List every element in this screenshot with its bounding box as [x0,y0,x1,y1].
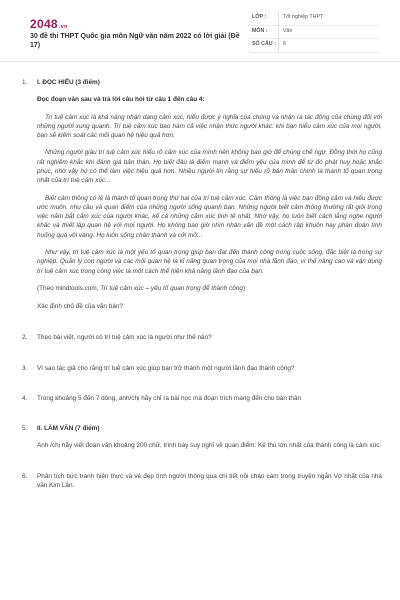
question-number: 1. [22,79,28,86]
reading-instruction: Đọc đoạn văn sau và trả lời câu hỏi từ câu 1 đến câu 4: [37,96,205,104]
question-number: 6. [22,472,28,480]
question-text: Phân tích bức tranh hiện thực và vẻ đẹp tình người thông qua chi tiết nồi cháo cám trong truyện ngắn Vợ nhặt của nhà văn Kim Lân. [37,472,382,490]
question-text: Theo bài viết, người có trí tuệ cảm xúc là người như thế nào? [37,334,212,342]
passage-source: (Theo mindtools.com, Trí tuệ cảm xúc – yếu tố quan trọng để thành công) [37,284,246,292]
question-3 [22,364,382,373]
section-heading: I. ĐỌC HIỂU (3 điểm) [37,79,100,86]
question-5 [22,424,382,451]
meta-value: 6 [278,39,380,52]
meta-row-question-count [250,39,380,53]
passage-paragraph: Biết cảm thông có lẽ là thành tố quan trọng thứ hai của trí tuệ cảm xúc. Cảm thông là việc bạn đồng cảm và hiểu được ước muốn, nhu cầu và quan điểm của những người sống quanh bạn. Những người biết cảm thông thường rất giỏi trong việc nắm bắt cảm xúc của người khác, kể cả những cảm xúc tinh tế nhất. Nhờ vậy, họ luôn biết cách lắng nghe người khác và thiết lập quan hệ với mọi người. Họ không bao giờ nhìn nhận vấn đề một cách rập khuôn hay phán đoán tình huống quá vội vàng. Họ luôn sống chân thành và cởi mở... [37,194,382,239]
document-header [0,0,400,62]
question-text: Xác định chủ đề của văn bản? [37,303,123,311]
passage-paragraph: Như vậy, trí tuệ cảm xúc là một yếu tố quan trọng giúp bạn đạt đến thành công trong cuộc sống, đặc biệt là trong sự nghiệp. Quản lý con người và các mối quan hệ là kĩ năng quan trọng của mọi nhà lãnh đạo, vì thế nâng cao và vận dụng trí tuệ cảm xúc trong công việc là một cách thể hiện khả năng lãnh đạo của bạn. [37,248,382,275]
meta-row-subject [250,26,380,40]
question-text: Vì sao tác giả cho rằng trí tuệ cảm xúc giúp bạn trở thành một người lãnh đạo thành công? [37,364,295,372]
question-number: 3. [22,364,28,372]
question-text: Trong khoảng 5 đến 7 dòng, anh/chị hãy chỉ ra bài học mà đoạn trích mang đến cho bản thân [37,394,302,402]
question-6 [22,472,382,491]
question-number: 5. [22,425,28,433]
meta-table [250,12,380,53]
passage-paragraph: Trí tuệ cảm xúc là khả năng nhận dạng cảm xúc, hiểu được ý nghĩa của chúng và nhận ra tác động của chúng đối với những người xung quanh. Trí tuệ cảm xúc bao hàm cả việc nhận thức người khác: khi bạn hiểu cảm xúc của mọi người, bạn sẽ kiểm soát các mối quan hệ hiệu quả hơn. [37,113,382,140]
question-2 [22,333,382,342]
page-title: 30 đề thi THPT Quốc gia môn Ngữ văn năm 2022 có lời giải (Đề 17) [30,33,240,50]
meta-row-grade [250,12,380,26]
exam-content [22,78,382,490]
meta-value: Văn [278,26,380,39]
meta-label: LỚP : [252,14,267,21]
meta-label: SỐ CÂU : [252,41,276,48]
site-logo[interactable]: 2048.vn [30,17,68,31]
passage-paragraph: Những người giàu trí tuệ cảm xúc hiểu rõ cảm xúc của mình nên không bao giờ để chúng chế ngự. Đồng thời họ cũng rất nghiêm khắc khi đánh giá bản thân. Họ biết đâu là điểm mạnh và điểm yếu của mình để từ đó phát huy hoặc khắc phục, nhờ vậy họ có thể làm việc hiệu quả hơn. Nhiều người tin rằng sự hiểu rõ bản thân chính là thành tố quan trọng nhất của trí tuệ cảm xúc... [37,149,382,185]
question-1 [22,78,382,311]
question-number: 4. [22,394,28,402]
section-heading: II. LÀM VĂN (7 điểm) [37,425,100,433]
question-number: 2. [22,334,28,342]
question-text: Anh /chị hãy viết đoạn văn khoảng 200 chữ, trình bày suy nghĩ về quan điểm: Kẻ thù lớn nhất của thành công là cảm xúc. [37,442,382,450]
meta-label: MÔN : [252,27,268,34]
question-4 [22,394,382,403]
meta-value: Tốt nghiệp THPT [278,12,380,25]
